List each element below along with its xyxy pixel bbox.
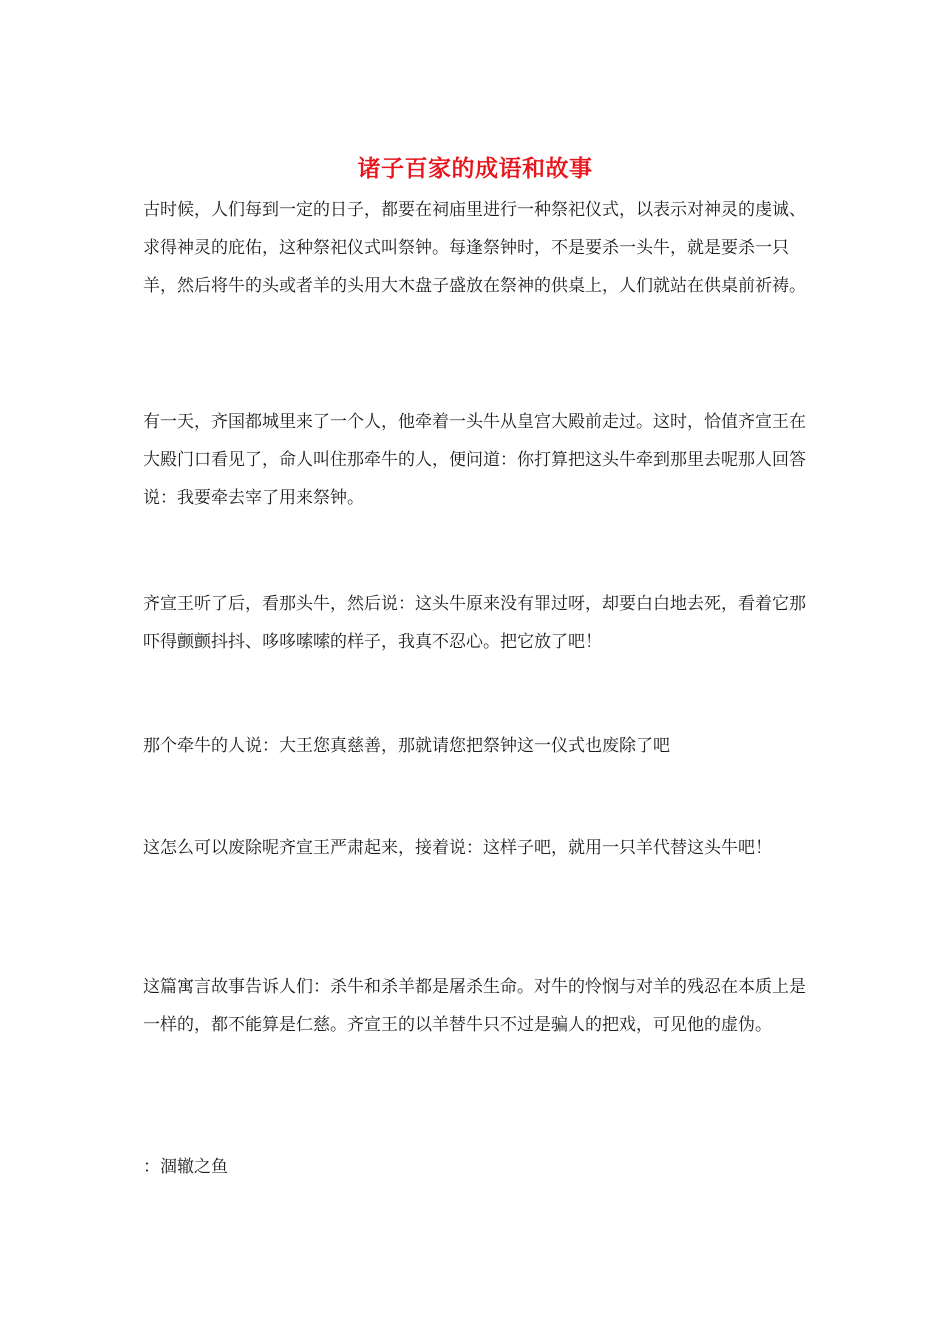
paragraph-5: 这怎么可以废除呢齐宣王严肃起来，接着说：这样子吧，就用一只羊代替这头牛吧！ bbox=[143, 838, 772, 858]
document-title: 诸子百家的成语和故事 bbox=[357, 155, 593, 182]
paragraph-4: 那个牵牛的人说：大王您真慈善，那就请您把祭钟这一仪式也废除了吧 bbox=[143, 736, 670, 756]
paragraph-7: ：涸辙之鱼 bbox=[143, 1157, 228, 1177]
paragraph-2: 有一天，齐国都城里来了一个人，他牵着一头牛从皇宫大殿前走过。这时，恰值齐宣王在大殿门口看见了，命人叫住那牵牛的人，便问道：你打算把这头牛牵到那里去呢那人回答说：我要牵去宰了用来祭钟。 bbox=[143, 412, 806, 508]
paragraph-1: 古时候，人们每到一定的日子，都要在祠庙里进行一种祭祀仪式，以表示对神灵的虔诚、求得神灵的庇佑，这种祭祀仪式叫祭钟。每逢祭钟时，不是要杀一头牛，就是要杀一只羊，然后将牛的头或者羊的头用大木盘子盛放在祭神的供桌上，人们就站在供桌前祈祷。 bbox=[143, 200, 806, 296]
paragraph-3: 齐宣王听了后，看那头牛，然后说：这头牛原来没有罪过呀，却要白白地去死，看着它那吓得颤颤抖抖、哆哆嗦嗦的样子，我真不忍心。把它放了吧！ bbox=[143, 594, 806, 652]
paragraph-6: 这篇寓言故事告诉人们：杀牛和杀羊都是屠杀生命。对牛的怜悯与对羊的残忍在本质上是一样的，都不能算是仁慈。齐宣王的以羊替牛只不过是骗人的把戏，可见他的虚伪。 bbox=[143, 977, 806, 1035]
